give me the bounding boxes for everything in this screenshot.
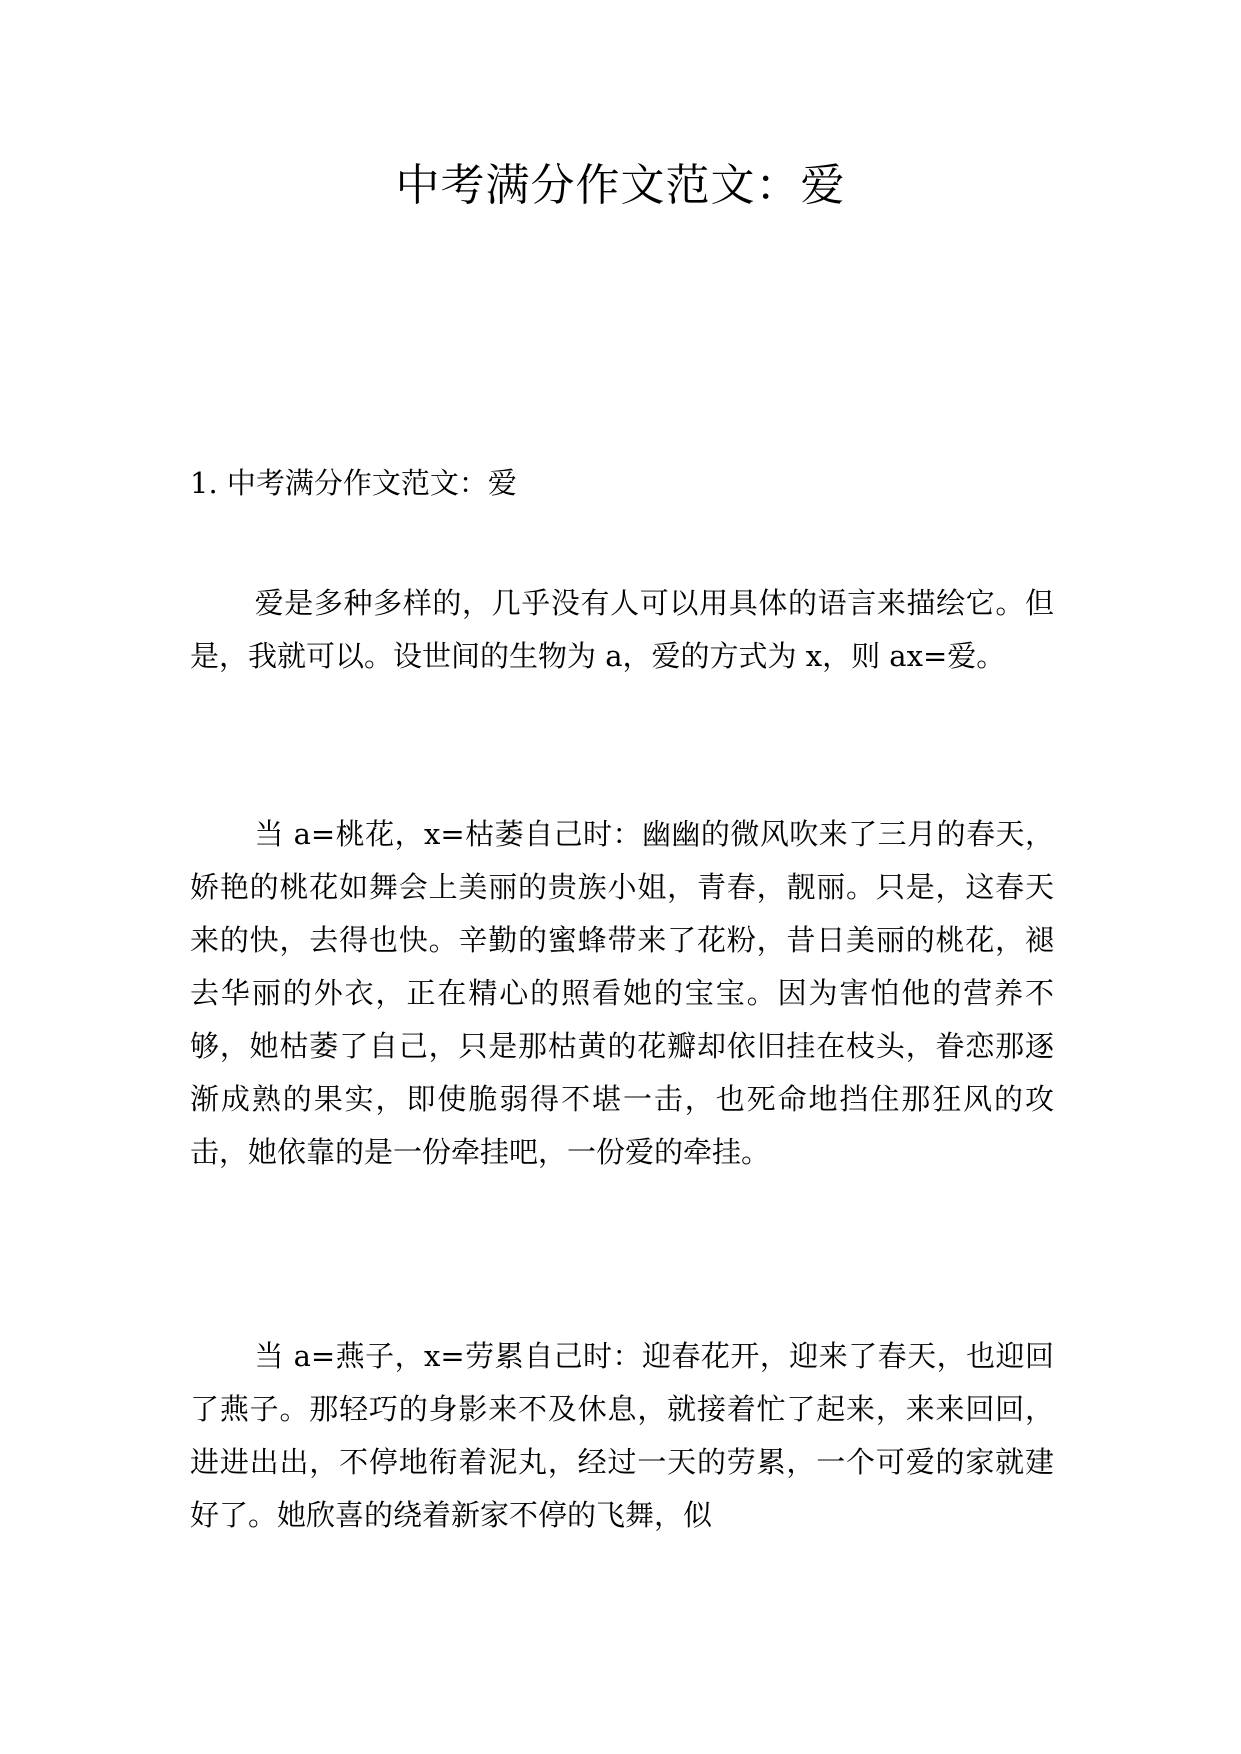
paragraph-text: 爱是多种多样的，几乎没有人可以用具体的语言来描绘它。但是，我就可以。设世间的生物为 a，爱的方式为 x，则 ax=爱。 bbox=[190, 586, 1054, 673]
paragraph-peach-blossom bbox=[190, 808, 1054, 1179]
section-heading: 1. 中考满分作文范文：爱 bbox=[190, 466, 517, 500]
paragraph-text: 当 a=桃花，x=枯萎自己时：幽幽的微风吹来了三月的春天，娇艳的桃花如舞会上美丽的贵族小姐，青春，靓丽。只是，这春天来的快，去得也快。辛勤的蜜蜂带来了花粉，昔日美丽的桃花，褪去华丽的外衣，正在精心的照看她的宝宝。因为害怕他的营养不够，她枯萎了自己，只是那枯黄的花瓣却依旧挂在枝头，眷恋那逐渐成熟的果实，即使脆弱得不堪一击，也死命地挡住那狂风的攻击，她依靠的是一份牵挂吧，一份爱的牵挂。 bbox=[190, 817, 1054, 1169]
paragraph-intro bbox=[190, 577, 1054, 683]
paragraph-swallow bbox=[190, 1330, 1054, 1542]
document-title: 中考满分作文范文：爱 bbox=[395, 160, 846, 211]
paragraph-text: 当 a=燕子，x=劳累自己时：迎春花开，迎来了春天，也迎回了燕子。那轻巧的身影来不及休息，就接着忙了起来，来来回回，进进出出，不停地衔着泥丸，经过一天的劳累，一个可爱的家就建好了。她欣喜的绕着新家不停的飞舞，似 bbox=[190, 1339, 1054, 1532]
